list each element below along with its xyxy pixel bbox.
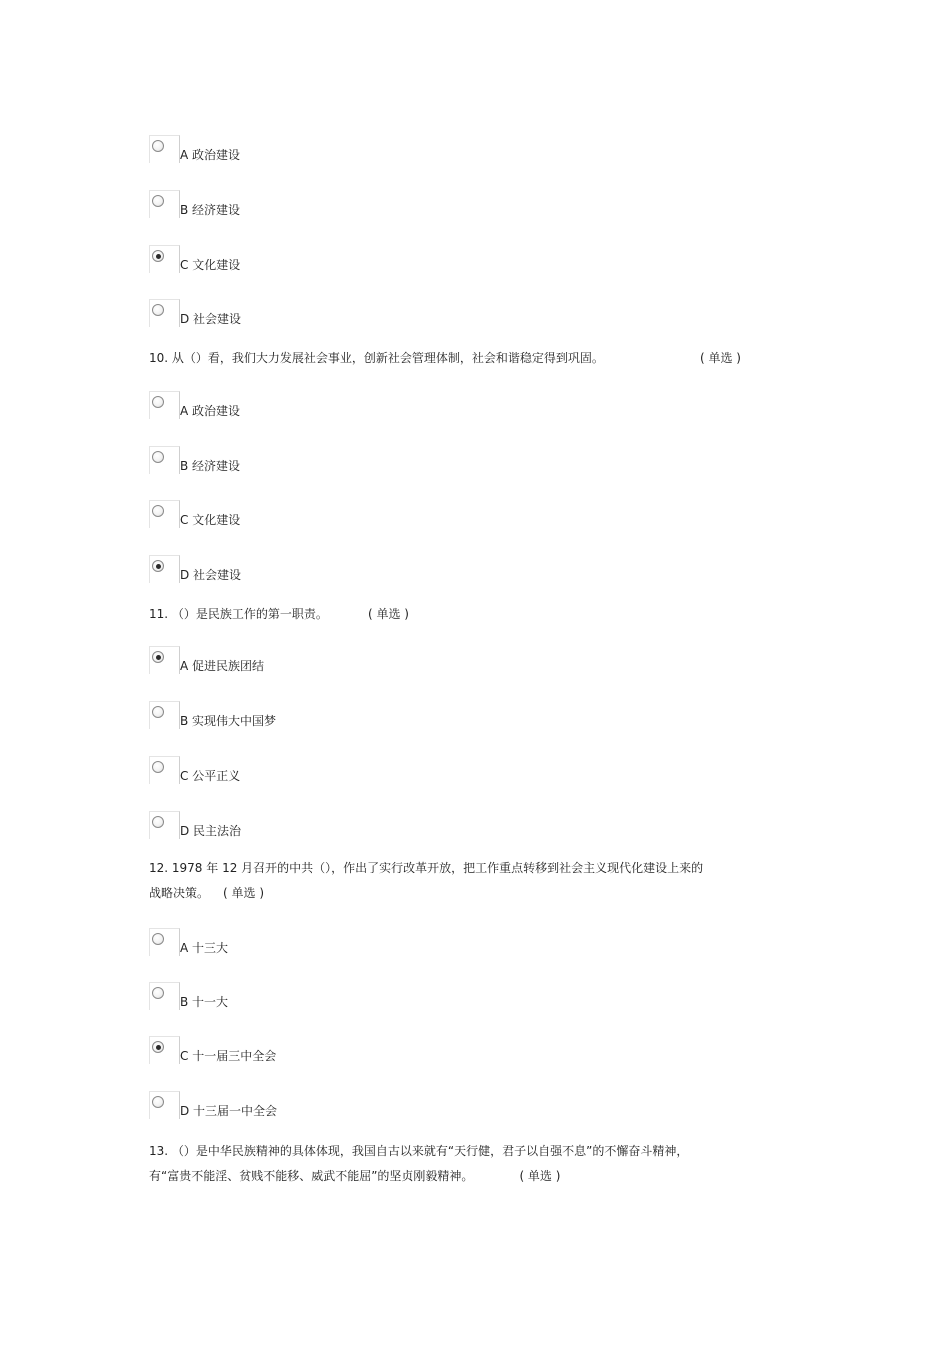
question-text-line-1: 12. 1978 年 12 月召开的中共（），作出了实行改革开放，把工作重点转移到社会主义现代化建设上来的 xyxy=(149,861,704,875)
option-label: A 政治建设 xyxy=(180,148,241,162)
radio-frame xyxy=(149,1036,180,1064)
radio-button-checked-icon[interactable] xyxy=(152,250,164,262)
radio-button-checked-icon[interactable] xyxy=(152,651,164,663)
option-label: D 十三届一中全会 xyxy=(180,1104,278,1118)
option-label: C 公平正义 xyxy=(180,769,241,783)
question-type-tag: ( 单选 ) xyxy=(223,886,265,900)
q10-option-a[interactable] xyxy=(149,391,449,421)
radio-button-icon[interactable] xyxy=(152,706,164,718)
radio-button-icon[interactable] xyxy=(152,140,164,152)
question-12-text xyxy=(149,856,759,906)
q11-option-c[interactable] xyxy=(149,756,449,786)
radio-button-icon[interactable] xyxy=(152,816,164,828)
q12-option-c[interactable] xyxy=(149,1036,449,1066)
option-label: B 十一大 xyxy=(180,995,229,1009)
radio-frame xyxy=(149,982,180,1010)
question-type-tag: ( 单选 ) xyxy=(368,607,409,621)
option-label: B 经济建设 xyxy=(180,203,241,217)
radio-frame xyxy=(149,646,180,674)
question-text-line-2 xyxy=(149,881,759,906)
question-text: 10. 从（）看，我们大力发展社会事业，创新社会管理体制，社会和谐稳定得到巩固。 xyxy=(149,351,604,365)
q11-option-a[interactable] xyxy=(149,646,449,676)
radio-frame xyxy=(149,1091,180,1119)
radio-button-checked-icon[interactable] xyxy=(152,560,164,572)
radio-frame xyxy=(149,245,180,273)
radio-frame xyxy=(149,701,180,729)
radio-frame xyxy=(149,446,180,474)
option-label: B 经济建设 xyxy=(180,459,241,473)
radio-frame xyxy=(149,135,180,163)
question-text: 战略决策。 xyxy=(149,886,210,900)
radio-button-icon[interactable] xyxy=(152,933,164,945)
option-label: D 社会建设 xyxy=(180,568,242,582)
radio-button-icon[interactable] xyxy=(152,195,164,207)
question-10-text xyxy=(149,346,759,371)
q12-option-d[interactable] xyxy=(149,1091,449,1121)
option-label: D 民主法治 xyxy=(180,824,242,838)
question-type-tag: ( 单选 ) xyxy=(700,351,741,365)
radio-frame xyxy=(149,928,180,956)
radio-button-icon[interactable] xyxy=(152,304,164,316)
q9-option-c[interactable] xyxy=(149,245,449,275)
question-13-text xyxy=(149,1139,759,1189)
question-type-tag: ( 单选 ) xyxy=(519,1169,561,1183)
option-label: C 十一届三中全会 xyxy=(180,1049,277,1063)
radio-button-icon[interactable] xyxy=(152,1096,164,1108)
q9-option-a[interactable] xyxy=(149,135,449,165)
q9-option-d[interactable] xyxy=(149,299,449,329)
radio-button-icon[interactable] xyxy=(152,451,164,463)
radio-frame xyxy=(149,500,180,528)
question-11-text xyxy=(149,602,759,627)
radio-button-icon[interactable] xyxy=(152,505,164,517)
radio-button-icon[interactable] xyxy=(152,761,164,773)
q12-option-b[interactable] xyxy=(149,982,449,1012)
q11-option-d[interactable] xyxy=(149,811,449,841)
question-text: 11. （）是民族工作的第一职责。 xyxy=(149,607,328,621)
question-text: 有“富贵不能淫、贫贱不能移、威武不能屈”的坚贞刚毅精神。 xyxy=(149,1169,474,1183)
radio-frame xyxy=(149,756,180,784)
radio-frame xyxy=(149,391,180,419)
radio-button-icon[interactable] xyxy=(152,396,164,408)
radio-frame xyxy=(149,811,180,839)
q9-option-b[interactable] xyxy=(149,190,449,220)
option-label: C 文化建设 xyxy=(180,513,241,527)
q10-option-d[interactable] xyxy=(149,555,449,585)
radio-frame xyxy=(149,190,180,218)
radio-button-icon[interactable] xyxy=(152,987,164,999)
radio-frame xyxy=(149,555,180,583)
question-text-line-1: 13. （）是中华民族精神的具体体现，我国自古以来就有“天行健，君子以自强不息”的不懈奋斗精神， xyxy=(149,1144,689,1158)
q10-option-b[interactable] xyxy=(149,446,449,476)
option-label: D 社会建设 xyxy=(180,312,242,326)
option-label: A 政治建设 xyxy=(180,404,241,418)
question-text-line-2 xyxy=(149,1164,759,1189)
option-label: B 实现伟大中国梦 xyxy=(180,714,277,728)
q10-option-c[interactable] xyxy=(149,500,449,530)
option-label: A 十三大 xyxy=(180,941,229,955)
option-label: C 文化建设 xyxy=(180,258,241,272)
radio-button-checked-icon[interactable] xyxy=(152,1041,164,1053)
q11-option-b[interactable] xyxy=(149,701,449,731)
radio-frame xyxy=(149,299,180,327)
option-label: A 促进民族团结 xyxy=(180,659,265,673)
q12-option-a[interactable] xyxy=(149,928,449,958)
